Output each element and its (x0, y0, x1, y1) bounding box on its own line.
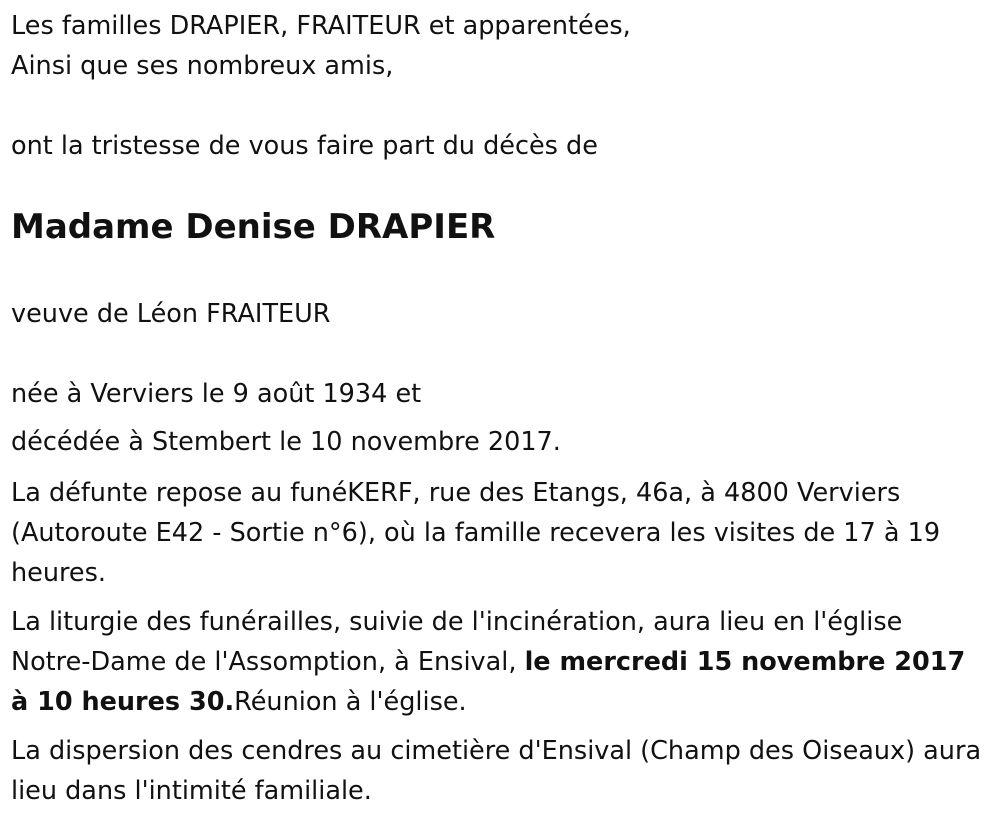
families-line: Les familles DRAPIER, FRAITEUR et apparentées, (11, 11, 631, 41)
liturgy-paragraph (11, 602, 986, 722)
liturgy-outro: Réunion à l'église. (234, 687, 467, 717)
death-line: décédée à Stembert le 10 novembre 2017. (11, 427, 561, 457)
deceased-name: Madame Denise DRAPIER (11, 207, 496, 247)
birth-line: née à Verviers le 9 août 1934 et (11, 379, 422, 409)
liturgy-intro: La liturgie des funérailles, suivie de l'incinération, aura lieu en l'église Notre-Dame de l'Assomption, à Ensival, (11, 607, 903, 677)
dispersion-paragraph: La dispersion des cendres au cimetière d'Ensival (Champ des Oiseaux) aura lieu dans l'intimité familiale. (11, 736, 982, 806)
announce-line: ont la tristesse de vous faire part du décès de (11, 131, 598, 161)
widow-of-line: veuve de Léon FRAITEUR (11, 299, 331, 329)
friends-line: Ainsi que ses nombreux amis, (11, 51, 394, 81)
repose-paragraph: La défunte repose au funéKERF, rue des Etangs, 46a, à 4800 Verviers (Autoroute E42 - Sortie n°6), où la famille recevera les visites de 17 à 19 heures. (11, 478, 941, 588)
liturgy-date: le mercredi 15 novembre 2017 à 10 heures 30. (11, 647, 966, 717)
